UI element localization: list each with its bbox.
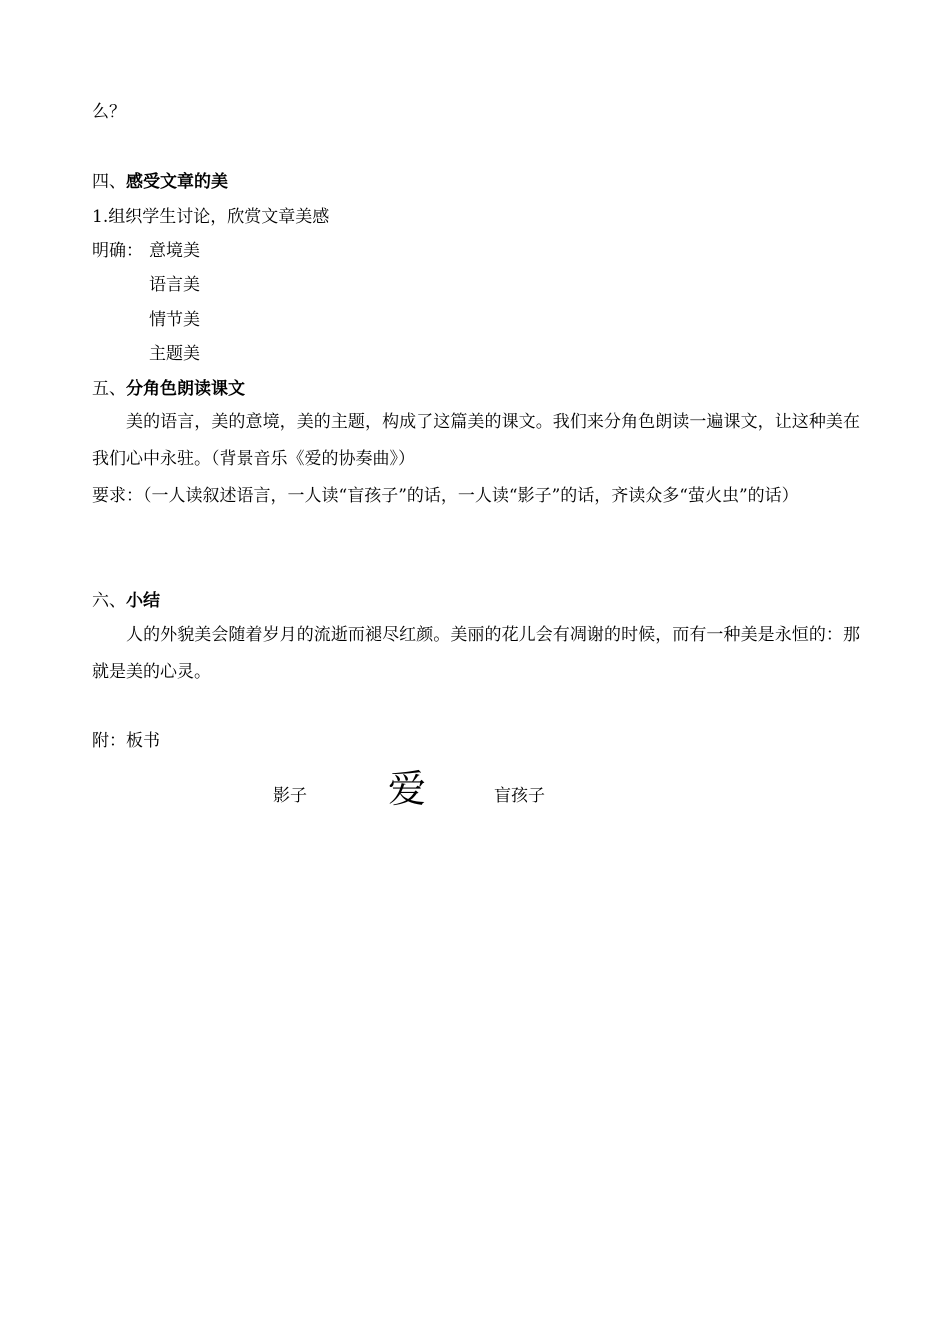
continuation-text: 么？	[92, 102, 126, 122]
beauty-item: 主题美	[149, 344, 200, 364]
section-4-heading	[92, 170, 228, 194]
section-6-number: 六、	[92, 591, 126, 611]
section-6-title: 小结	[126, 591, 160, 611]
beauty-item: 意境美	[149, 241, 200, 261]
board-center-love: 爱	[388, 767, 427, 811]
section-6-heading	[92, 589, 160, 613]
section-4-item-1: 1.组织学生讨论，欣赏文章美感	[92, 207, 330, 227]
clarify-label: 明确：	[92, 241, 143, 261]
section-5-heading	[92, 377, 245, 401]
section-4-title: 感受文章的美	[126, 172, 228, 192]
section-5-requirement: 要求：（一人读叙述语言，一人读“盲孩子”的话，一人读“影子”的话，齐读众多“萤火虫”的话）	[92, 486, 799, 506]
beauty-item: 语言美	[149, 275, 200, 295]
appendix-label: 附：板书	[92, 731, 160, 751]
section-5-title: 分角色朗读课文	[126, 379, 245, 399]
section-5-paragraph: 美的语言，美的意境，美的主题，构成了这篇美的课文。我们来分角色朗读一遍课文，让这种美在我们心中永驻。（背景音乐《爱的协奏曲》）	[92, 412, 860, 469]
board-word-shadow: 影子	[273, 786, 307, 806]
board-word-blind-child: 盲孩子	[494, 786, 545, 806]
section-6-paragraph: 人的外貌美会随着岁月的流逝而褪尽红颜。美丽的花儿会有凋谢的时候，而有一种美是永恒的：那就是美的心灵。	[92, 625, 860, 682]
beauty-item: 情节美	[149, 310, 200, 330]
section-5-number: 五、	[92, 379, 126, 399]
section-4-number: 四、	[92, 172, 126, 192]
